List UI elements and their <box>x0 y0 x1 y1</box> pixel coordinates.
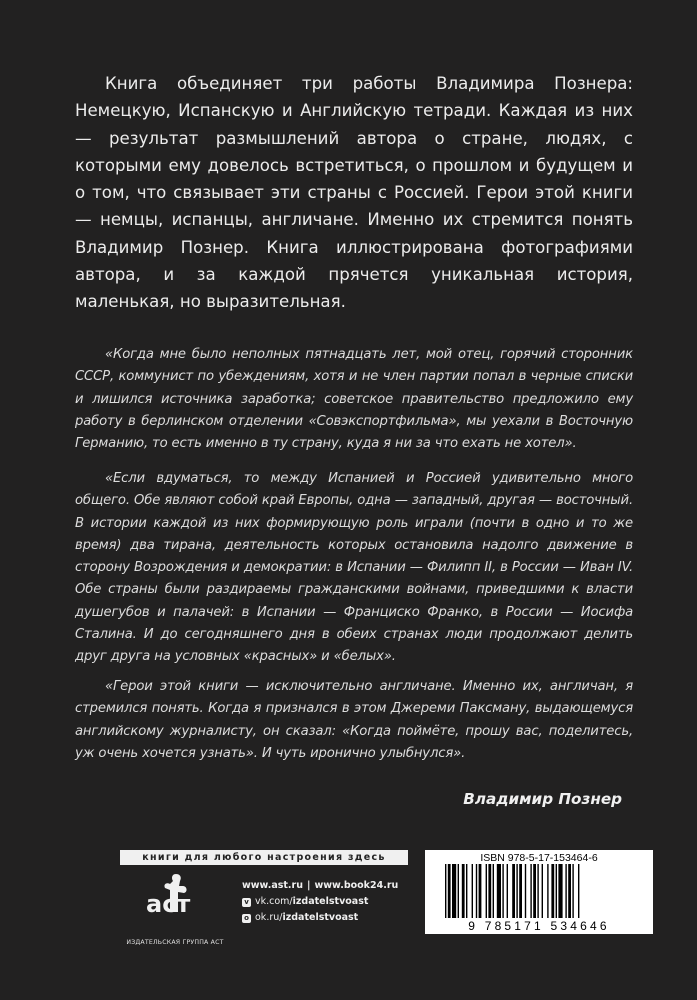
barcode-icon <box>443 864 635 920</box>
vk-icon: v <box>242 898 251 907</box>
ok-link-prefix: ok.ru/ <box>255 912 283 923</box>
publisher-block <box>120 850 408 946</box>
link-separator: | <box>307 880 311 891</box>
isbn-digits: 9 785171 534646 <box>468 919 610 933</box>
quote-germany: «Когда мне было неполных пятнадцать лет, мой отец, горячий сторонник СССР, коммунист по убеждениям, хотя и не член партии попал в черные списки и лишился источника заработка; советское правительство предложило ему работу в берлинском отделении «Совэкспортфильма», мы уехали в Восточную Германию, то есть именно в ту страну, куда я ни за что ехать не хотел». <box>75 347 633 452</box>
quote-england: «Герои этой книги — исключительно англичане. Именно их, англичан, я стремился понять. Когда я признался в этом Джереми Паксману, выдающемуся английскому журналисту, он сказал: «Когда поймёте, прошу вас, поделитесь, уж очень хочется узнать». И чуть иронично улыбнулся». <box>75 679 633 761</box>
publisher-links <box>242 878 398 926</box>
ok-link[interactable] <box>242 910 398 926</box>
publisher-caption: ИЗДАТЕЛЬСКАЯ ГРУППА АСТ <box>126 939 224 946</box>
vk-link[interactable] <box>242 894 398 910</box>
ok-link-handle: izdatelstvoast <box>282 912 359 923</box>
vk-link-handle: izdatelstvoast <box>292 896 369 907</box>
author-signature: Владимир Познер <box>463 790 622 808</box>
intro-paragraph: Книга объединяет три работы Владимира Познера: Немецкую, Испанскую и Английскую тетради. Каждая из них — результат размышлений автора о стране, людях, с которыми ему довелось встретиться, о прошлом и будущем и о том, что связывает эти страны с Россией. Герои этой книги — немцы, испанцы, англичане. Именно их стремится понять Владимир Познер. Книга иллюстрирована фотографиями автора, и за каждой прячется уникальная история, маленькая, но выразительная. <box>75 74 633 312</box>
ok-icon: o <box>242 914 251 923</box>
isbn-number: ISBN 978-5-17-153464-6 <box>480 852 598 864</box>
ast-logo-text: аст <box>146 890 191 918</box>
isbn-barcode-block <box>425 850 653 934</box>
website-link-book24[interactable]: www.book24.ru <box>314 880 399 891</box>
publisher-tagline: книги для любого настроения здесь <box>120 850 408 865</box>
quote-spain: «Если вдуматься, то между Испанией и Россией удивительно много общего. Обе являют собой край Европы, одна — западный, другая — восточный. В истории каждой из них формирующую роль играли (почти в одно и то же время) два тирана, деятельность которых остановила надолго движение в сторону Возрождения и демократии: в Испании — Филипп II, в России — Иван IV. Обе страны были раздираемы гражданскими войнами, приведшими к власти душегубов и палачей: в Испании — Франциско Франко, в России — Иосифа Сталина. И до сегодняшнего дня в обеих странах люди продолжают делить друг друга на условных «красных» и «белых». <box>75 471 633 665</box>
ast-logo <box>120 872 230 952</box>
website-link-ast[interactable]: www.ast.ru <box>242 880 303 891</box>
ast-logo-icon <box>142 872 208 920</box>
website-links <box>242 878 398 894</box>
vk-link-prefix: vk.com/ <box>255 896 293 907</box>
